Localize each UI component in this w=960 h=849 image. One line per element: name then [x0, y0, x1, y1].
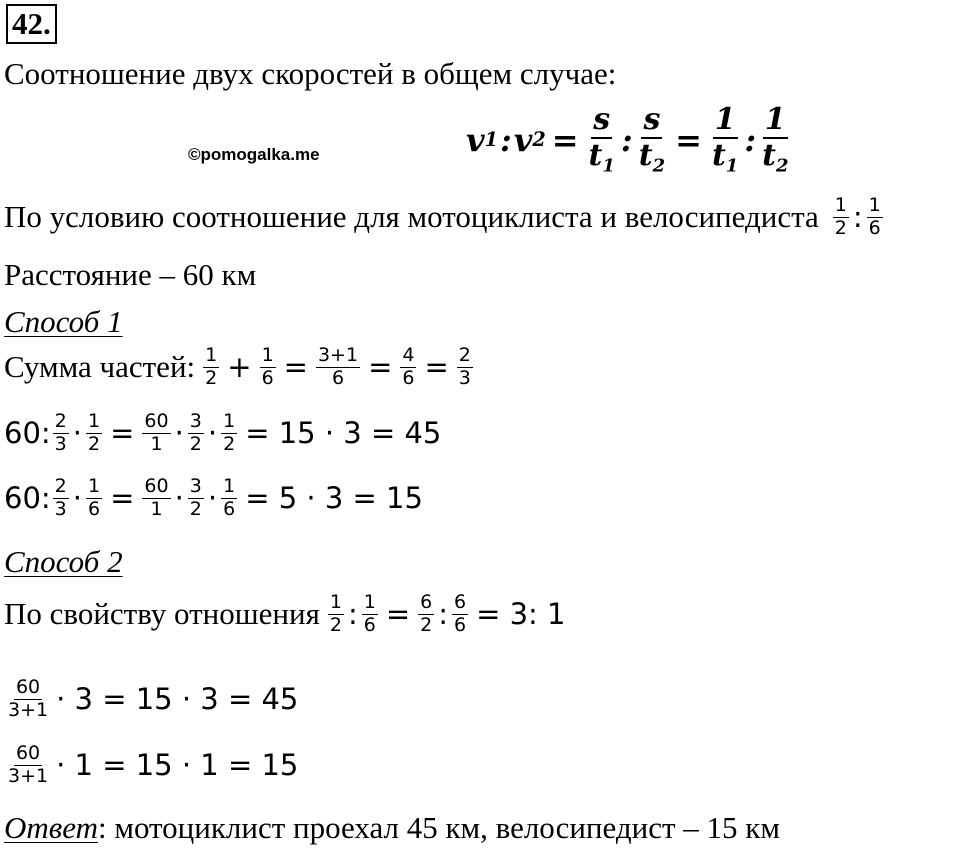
distance-line: Расстояние – 60 км [4, 257, 257, 292]
calc-motorcyclist-method1: 60: $\frac{2}{3}$ · $\frac{1}{2}$ = $\frac{60}{1}$ · $\frac{3}{2}$ · $\frac{1}{2}$ = 15 · 3 = 45 [4, 410, 442, 455]
watermark: ©pomogalka.me [188, 145, 320, 164]
speed-ratio-formula: v 1 : v 2 = $\frac{s}{t_1}$ : $\frac{s}{t_2}$ = $\frac{1}{t_1}$ : $\frac{1}{t_2}$ [466, 102, 789, 176]
answer-text: : мотоциклист проехал 45 км, велосипедист – 15 км [97, 810, 780, 845]
intro-line: Соотношение двух скоростей в общем случае: [4, 56, 617, 91]
answer-line [4, 810, 780, 846]
method-2-heading: Способ 2 [4, 544, 123, 579]
condition-line: По условию соотношение для мотоциклиста и велосипедиста $\frac{1}{2}$ : $\frac{1}{6}$ [4, 194, 881, 239]
ratio-property-line: По свойству отношения $\frac{1}{2}$ : $\frac{1}{6}$ = $\frac{6}{2}$ : $\frac{6}{6}$ = 3: 1 [4, 591, 566, 636]
calc-cyclist-method2: $\frac{60}{3+1}$ · 1 = 15 · 1 = 15 [8, 742, 299, 787]
answer-label: Ответ [4, 810, 98, 845]
calc-cyclist-method1: 60: $\frac{2}{3}$ · $\frac{1}{6}$ = $\frac{60}{1}$ · $\frac{3}{2}$ · $\frac{1}{6}$ = 5 · 3 = 15 [4, 475, 423, 520]
method-1-heading: Способ 1 [4, 304, 123, 339]
problem-number: 42. [6, 4, 57, 44]
calc-motorcyclist-method2: $\frac{60}{3+1}$ · 3 = 15 · 3 = 45 [8, 676, 299, 721]
sum-of-parts-line: Сумма частей: $\frac{1}{2}$ + $\frac{1}{6}$ = $\frac{3+1}{6}$ = $\frac{4}{6}$ = $\frac{2}{3}$ [4, 344, 471, 389]
